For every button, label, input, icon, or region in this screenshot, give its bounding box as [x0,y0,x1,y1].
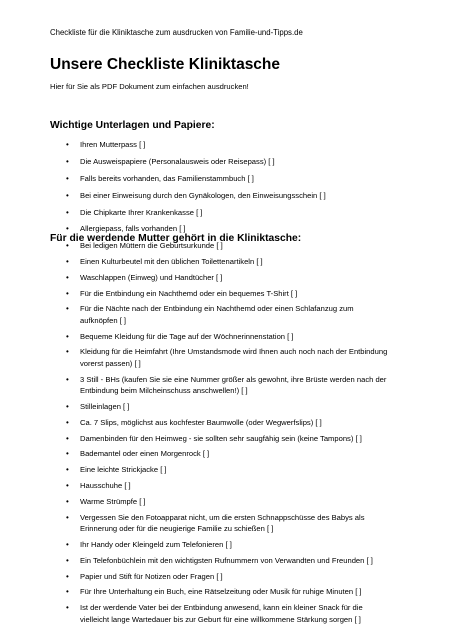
checklist-item: • Ihr Handy oder Kleingeld zum Telefonieren [ ] [0,539,453,551]
page-title: Unsere Checkliste Kliniktasche [50,56,281,73]
checklist-item: • Für Ihre Unterhaltung ein Buch, eine Rätselzeitung oder Musik für ruhige Minuten [ ] [0,586,453,598]
checklist-item: • Ist der werdende Vater bei der Entbindung anwesend, kann ein kleiner Snack für die vielleicht lange Wartedauer bis zur Geburt für eine willkommene Stärkung sorgen [ ] [0,602,453,625]
checklist-item: • Falls bereits vorhanden, das Familienstammbuch [ ] [0,173,453,185]
checklist-item: • Allergiepass, falls vorhanden [ ] [0,223,453,235]
checklist-item: • Die Chipkarte Ihrer Krankenkasse [ ] [0,207,453,219]
checklist-item: • Papier und Stift für Notizen oder Fragen [ ] [0,571,453,583]
checklist-item: • Bequeme Kleidung für die Tage auf der Wöchnerinnenstation [ ] [0,331,453,343]
checklist-item: • Die Ausweispapiere (Personalausweis oder Reisepass) [ ] [0,156,453,168]
checklist-item: • Kleidung für die Heimfahrt (Ihre Umstandsmode wird Ihnen auch noch nach der Entbindung vorerst passen) [ ] [0,346,453,369]
running-header: Checkliste für die Kliniktasche zum ausdrucken von Familie-und-Tipps.de [50,28,303,37]
section-heading-papers: Wichtige Unterlagen und Papiere: [50,120,215,131]
checklist-item: • Damenbinden für den Heimweg - sie sollten sehr saugfähig sein (keine Tampons) [ ] [0,433,453,445]
checklist-item: • Bei ledigen Müttern die Geburtsurkunde [ ] [0,240,453,252]
checklist-item: • 3 Still - BHs (kaufen Sie sie eine Nummer größer als gewohnt, ihre Brüste werden nach der Entbindung beim Milcheinschuss anschwellen!) [ ] [0,374,453,397]
checklist-item: • Warme Strümpfe [ ] [0,496,453,508]
checklist-item: • Für die Nächte nach der Entbindung ein Nachthemd oder einen Schlafanzug zum aufknöpfen [ ] [0,303,453,326]
checklist-item: • Vergessen Sie den Fotoapparat nicht, um die ersten Schnappschüsse des Babys als Erinnerung oder für die neugierige Familie zu schießen [ ] [0,512,453,535]
checklist-item: • Ihren Mutterpass [ ] [0,139,453,151]
checklist-item: • Bei einer Einweisung durch den Gynäkologen, den Einweisungsschein [ ] [0,190,453,202]
checklist-item: • Bademantel oder einen Morgenrock [ ] [0,448,453,460]
page-subtitle: Hier für Sie als PDF Dokument zum einfachen ausdrucken! [50,82,249,91]
checklist-item: • Für die Entbindung ein Nachthemd oder ein bequemes T-Shirt [ ] [0,288,453,300]
checklist-item: • Hausschuhe [ ] [0,480,453,492]
checklist-item: • Ca. 7 Slips, möglichst aus kochfester Baumwolle (oder Wegwerfslips) [ ] [0,417,453,429]
mother-checklist [0,256,453,625]
checklist-item: • Waschlappen (Einweg) und Handtücher [ ] [0,272,453,284]
section-heading-mother: Für die werdende Mutter gehört in die Kliniktasche: [50,233,302,244]
checklist-item: • Stilleinlagen [ ] [0,401,453,413]
checklist-item: • Ein Telefonbüchlein mit den wichtigsten Rufnummern von Verwandten und Freunden [ ] [0,555,453,567]
checklist-item: • Eine leichte Strickjacke [ ] [0,464,453,476]
checklist-item: • Einen Kulturbeutel mit den üblichen Toilettenartikeln [ ] [0,256,453,268]
